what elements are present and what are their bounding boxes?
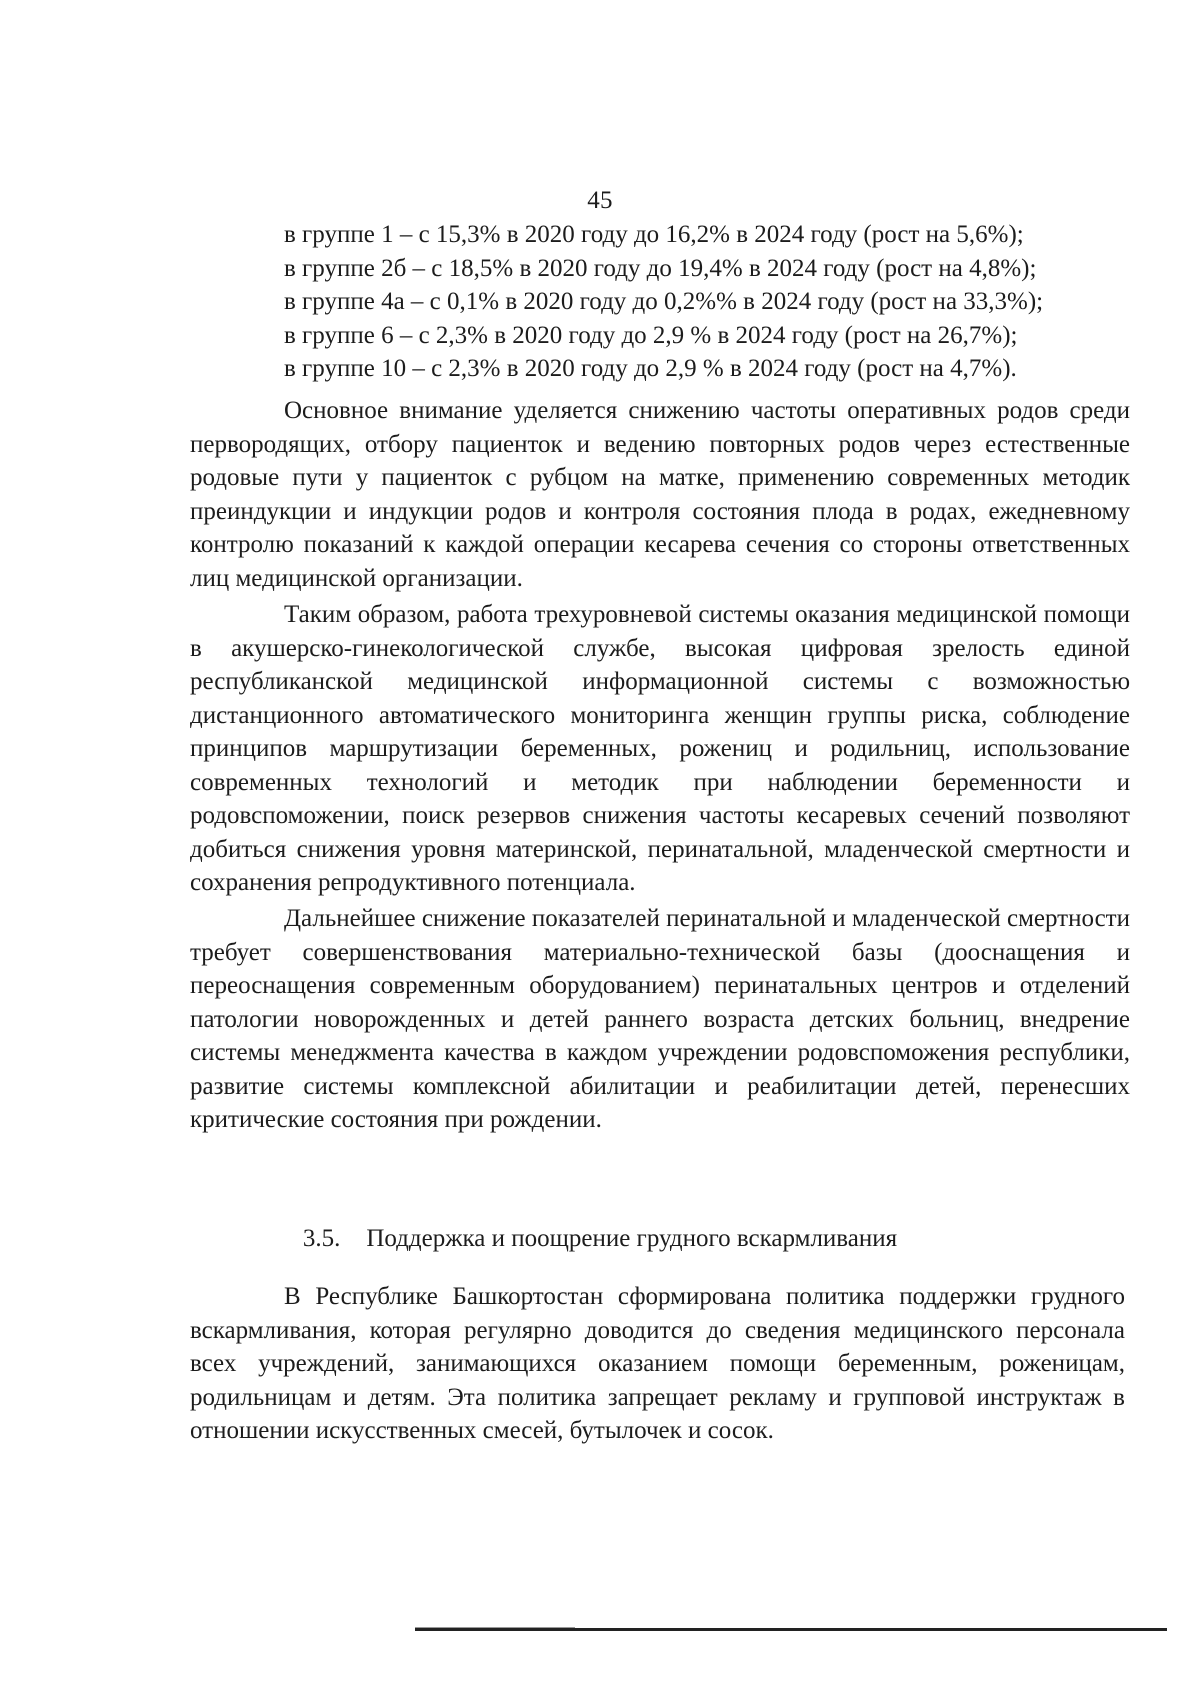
section-number: 3.5. (302, 1225, 341, 1252)
section-heading (0, 1222, 1200, 1255)
list-item: в группе 1 – с 15,3% в 2020 году до 16,2% в 2024 году (рост на 5,6%); (284, 221, 1024, 248)
page-number: 45 (587, 187, 613, 214)
section-title: Поддержка и поощрение грудного вскармливания (366, 1225, 898, 1252)
footer-divider (415, 1628, 1167, 1631)
paragraph-further-reduction: Дальнейшее снижение показателей перинатальной и младенческой смертности требует совершенствования материально-технической базы (дооснащения и переоснащения современным оборудованием) перинатальных центров и отделений патологии новорожденных и детей раннего возраста детских больниц, внедрение системы менеджмента качества в каждом учреждении родовспоможения республики, развитие системы комплексной абилитации и реабилитации детей, перенесших критические состояния при рождении. (190, 905, 1130, 1133)
paragraph-main-attention: Основное внимание уделяется снижению частоты оперативных родов среди первородящих, отбору пациенток и ведению повторных родов через естественные родовые пути у пациенток с рубцом на матке, применению современных методик преиндукции и индукции родов и контроля состояния плода в родах, ежедневному контролю показаний к каждой операции кесарева сечения со стороны ответственных лиц медицинской организации. (190, 397, 1130, 592)
list-item: в группе 6 – с 2,3% в 2020 году до 2,9 % в 2024 году (рост на 26,7%); (284, 321, 1018, 349)
growth-list (190, 218, 1130, 386)
paragraph-breastfeeding-policy: В Республике Башкортостан сформирована политика поддержки грудного вскармливания, которая регулярно доводится до сведения медицинского персонала всех учреждений, занимающихся оказанием помощи беременным, роженицам, родильницам и детям. Эта политика запрещает рекламу и групповой инструктаж в отношении искусственных смесей, бутылочек и сосок. (190, 1283, 1125, 1444)
list-item: в группе 2б – с 18,5% в 2020 году до 19,4% в 2024 году (рост на 4,8%); (284, 254, 1037, 282)
footer-divider-thin (415, 1627, 575, 1628)
list-item: в группе 4а – с 0,1% в 2020 году до 0,2%% в 2024 году (рост на 33,3%); (284, 288, 1044, 315)
paragraph-conclusion: Таким образом, работа трехуровневой системы оказания медицинской помощи в акушерско-гинекологической службе, высокая цифровая зрелость единой республиканской медицинской информационной системы с возможностью дистанционного автоматического мониторинга женщин группы риска, соблюдение принципов маршрутизации беременных, рожениц и родильниц, использование современных технологий и методик при наблюдении беременности и родовспоможении, поиск резервов снижения частоты кесаревых сечений позволяют добиться снижения уровня материнской, перинатальной, младенческой смертности и сохранения репродуктивного потенциала. (190, 601, 1130, 896)
list-item: в группе 10 – с 2,3% в 2020 году до 2,9 % в 2024 году (рост на 4,7%). (284, 355, 1017, 382)
